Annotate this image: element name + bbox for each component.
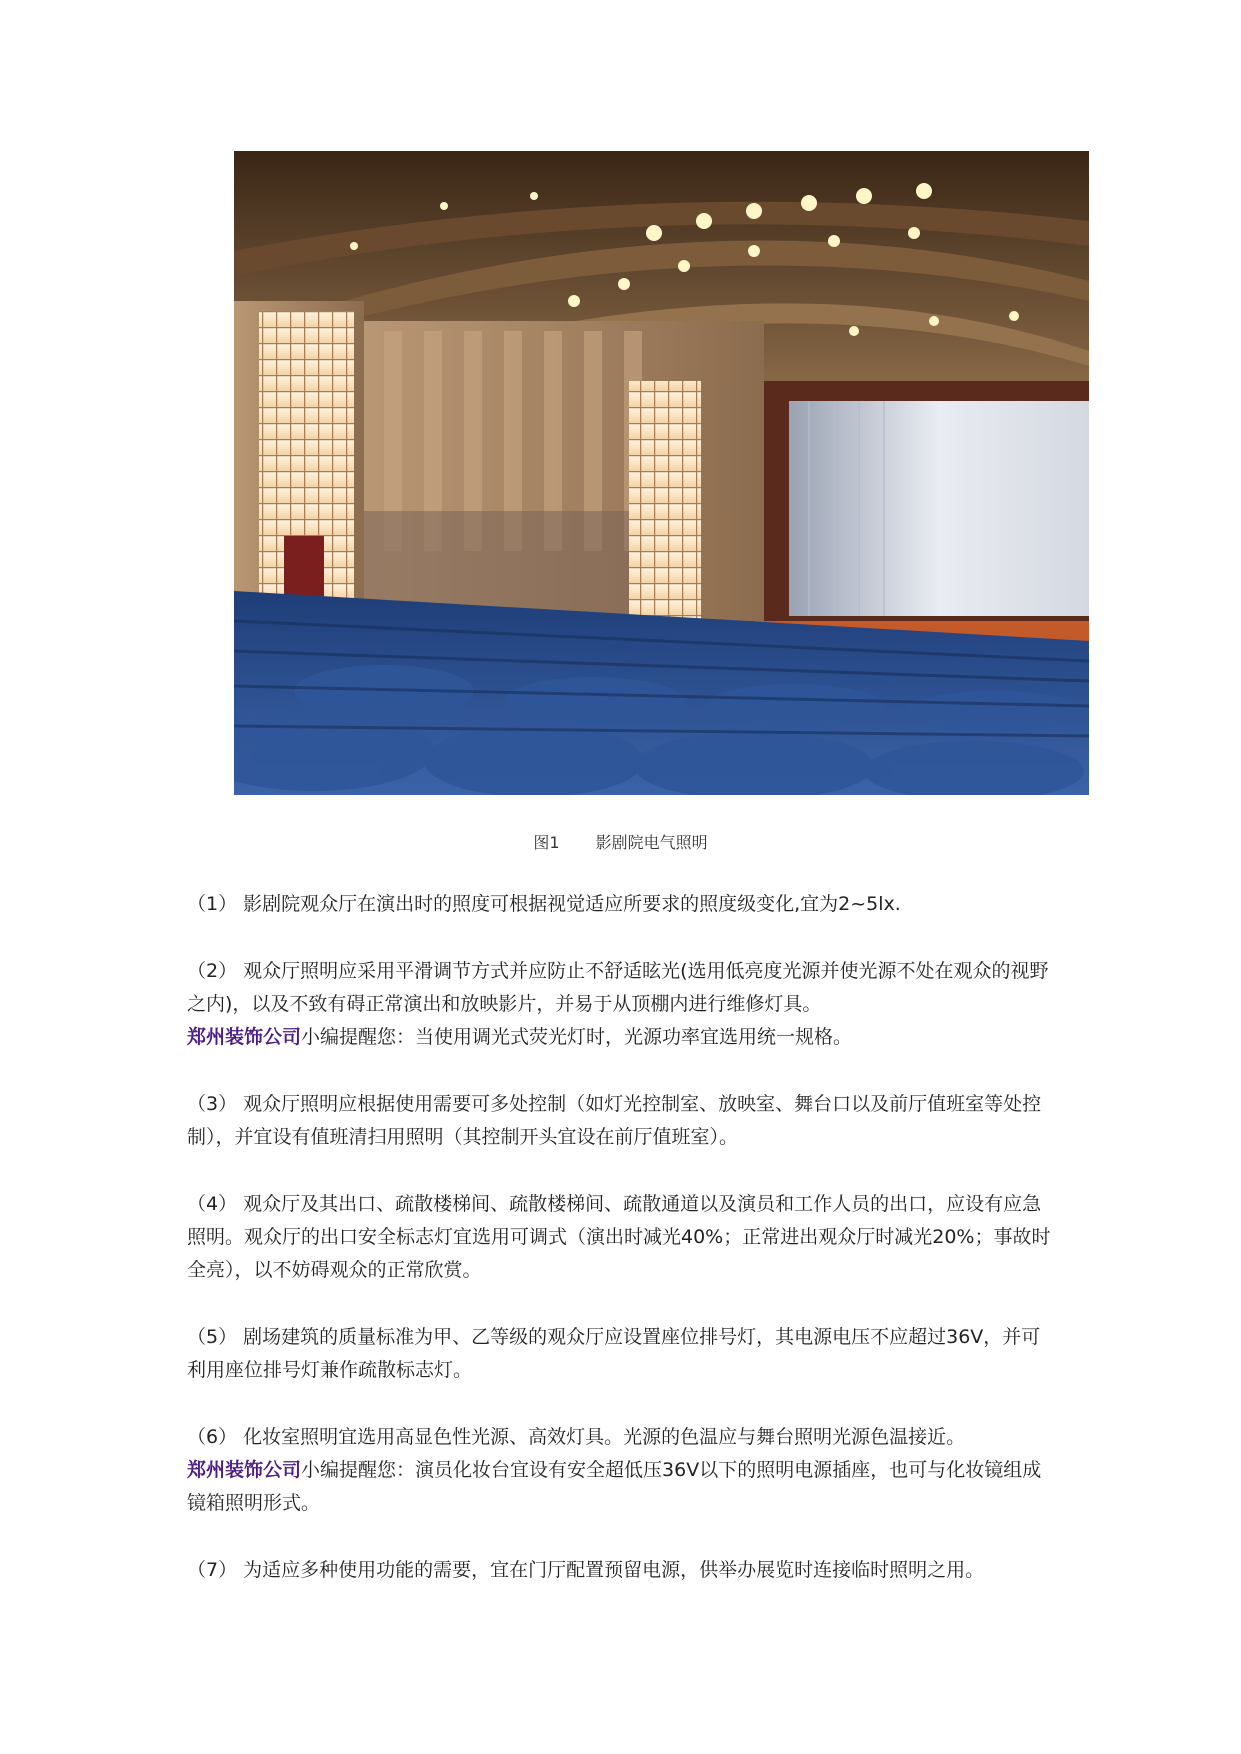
brand-link[interactable]: 郑州装饰公司 (187, 1026, 302, 1048)
paragraph-7: （7） 为适应多种使用功能的需要，宜在门厅配置预留电源，供举办展览时连接临时照明之用。 (187, 1559, 985, 1581)
paragraph-2: （2） 观众厅照明应采用平滑调节方式并应防止不舒适眩光(选用低亮度光源并使光源不处在观众的视野之内)，以及不致有碍正常演出和放映影片，并易于从顶棚内进行维修灯具。 郑州装饰公司小编提醒您：当使用调光式荧光灯时，光源功率宜选用统一规格。 (187, 960, 1049, 1048)
paragraph-3: （3） 观众厅照明应根据使用需要可多处控制（如灯光控制室、放映室、舞台口以及前厅值班室等处控制），并宜设有值班清扫用照明（其控制开头宜设在前厅值班室）。 (187, 1093, 1042, 1148)
paragraph-5: （5） 剧场建筑的质量标准为甲、乙等级的观众厅应设置座位排号灯，其电源电压不应超过36V，并可利用座位排号灯兼作疏散标志灯。 (187, 1326, 1041, 1381)
figure-title: 影剧院电气照明 (595, 833, 708, 852)
auditorium-photo (234, 151, 1089, 795)
figure-caption (0, 830, 1241, 853)
figure-number: 图1 (533, 833, 560, 852)
paragraph-1: （1） 影剧院观众厅在演出时的照度可根据视觉适应所要求的照度级变化,宜为2~5lx. (187, 893, 901, 915)
article-body (187, 888, 1055, 1621)
brand-link[interactable]: 郑州装饰公司 (187, 1459, 302, 1481)
paragraph-4: （4） 观众厅及其出口、疏散楼梯间、疏散楼梯间、疏散通道以及演员和工作人员的出口，应设有应急照明。观众厅的出口安全标志灯宜选用可调式（演出时减光40%；正常进出观众厅时减光20%；事故时全亮），以不妨碍观众的正常欣赏。 (187, 1193, 1051, 1281)
auditorium-illustration (234, 151, 1089, 795)
paragraph-6: （6） 化妆室照明宜选用高显色性光源、高效灯具。光源的色温应与舞台照明光源色温接近。 郑州装饰公司小编提醒您：演员化妆台宜设有安全超低压36V以下的照明电源插座，也可与化妆镜组成镜箱照明形式。 (187, 1426, 1042, 1514)
